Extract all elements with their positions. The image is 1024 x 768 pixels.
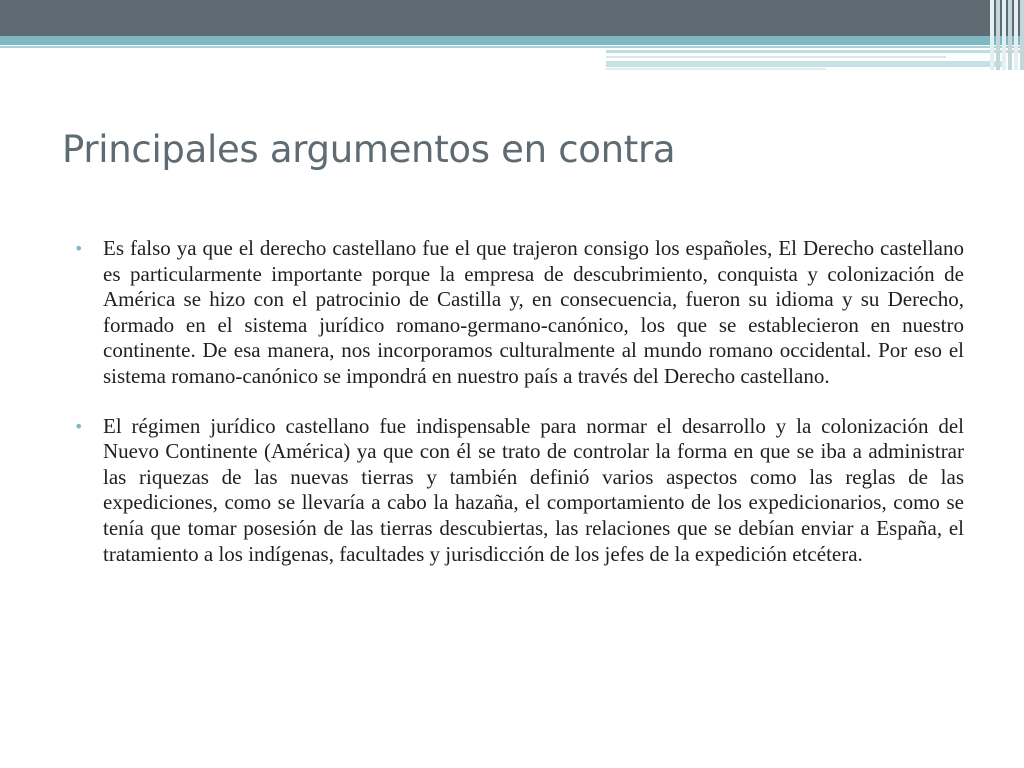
- bullet-item: [74, 414, 964, 568]
- header-decor-line: [606, 61, 1006, 67]
- decor-bar: [1008, 0, 1012, 70]
- decor-bar: [1014, 0, 1018, 70]
- header-decor-line: [606, 50, 1024, 53]
- bullet-text: El régimen jurídico castellano fue indispensable para normar el desarrollo y la colonización del Nuevo Continente (América) ya que con él se trato de controlar la forma en que se iba a administrar las riquezas de las nuevas tierras y también definió varios aspectos como las reglas de las expediciones, como se llevaría a cabo la hazaña, el comportamiento de los expedicionarios, como se tenía que tomar posesión de las tierras descubiertas, las relaciones que se debían enviar a España, el tratamiento a los indígenas, facultades y jurisdicción de los jefes de la expedición etcétera.: [103, 413, 964, 566]
- bullet-item: [74, 236, 964, 390]
- header-decor-line: [606, 56, 946, 58]
- header-right-bars: [990, 0, 1024, 70]
- header-bar: [0, 0, 1024, 36]
- header-thin-line: [0, 46, 1024, 48]
- bullet-icon: •: [74, 239, 84, 258]
- decor-bar: [996, 0, 1000, 70]
- decor-bar: [1002, 0, 1006, 70]
- decor-bar: [1020, 0, 1024, 70]
- decor-bar: [990, 0, 994, 70]
- header-accent-stripe: [0, 36, 1024, 45]
- header-decor-line: [606, 68, 826, 70]
- slide-content: [74, 236, 964, 591]
- slide-title: Principales argumentos en contra: [62, 128, 676, 171]
- bullet-icon: •: [74, 416, 84, 436]
- bullet-text: Es falso ya que el derecho castellano fue el que trajeron consigo los españoles, El Derecho castellano es particularmente importante porque la empresa de descubrimiento, conquista y colonización de América se hizo con el patrocinio de Castilla y, en consecuencia, fueron su idioma y su Derecho, formado en el sistema jurídico romano-germano-canónico, los que se establecieron en nuestro continente. De esa manera, nos incorporamos culturalmente al mundo romano occidental. Por eso el sistema romano-canónico se impondrá en nuestro país a través del Derecho castellano.: [103, 236, 964, 388]
